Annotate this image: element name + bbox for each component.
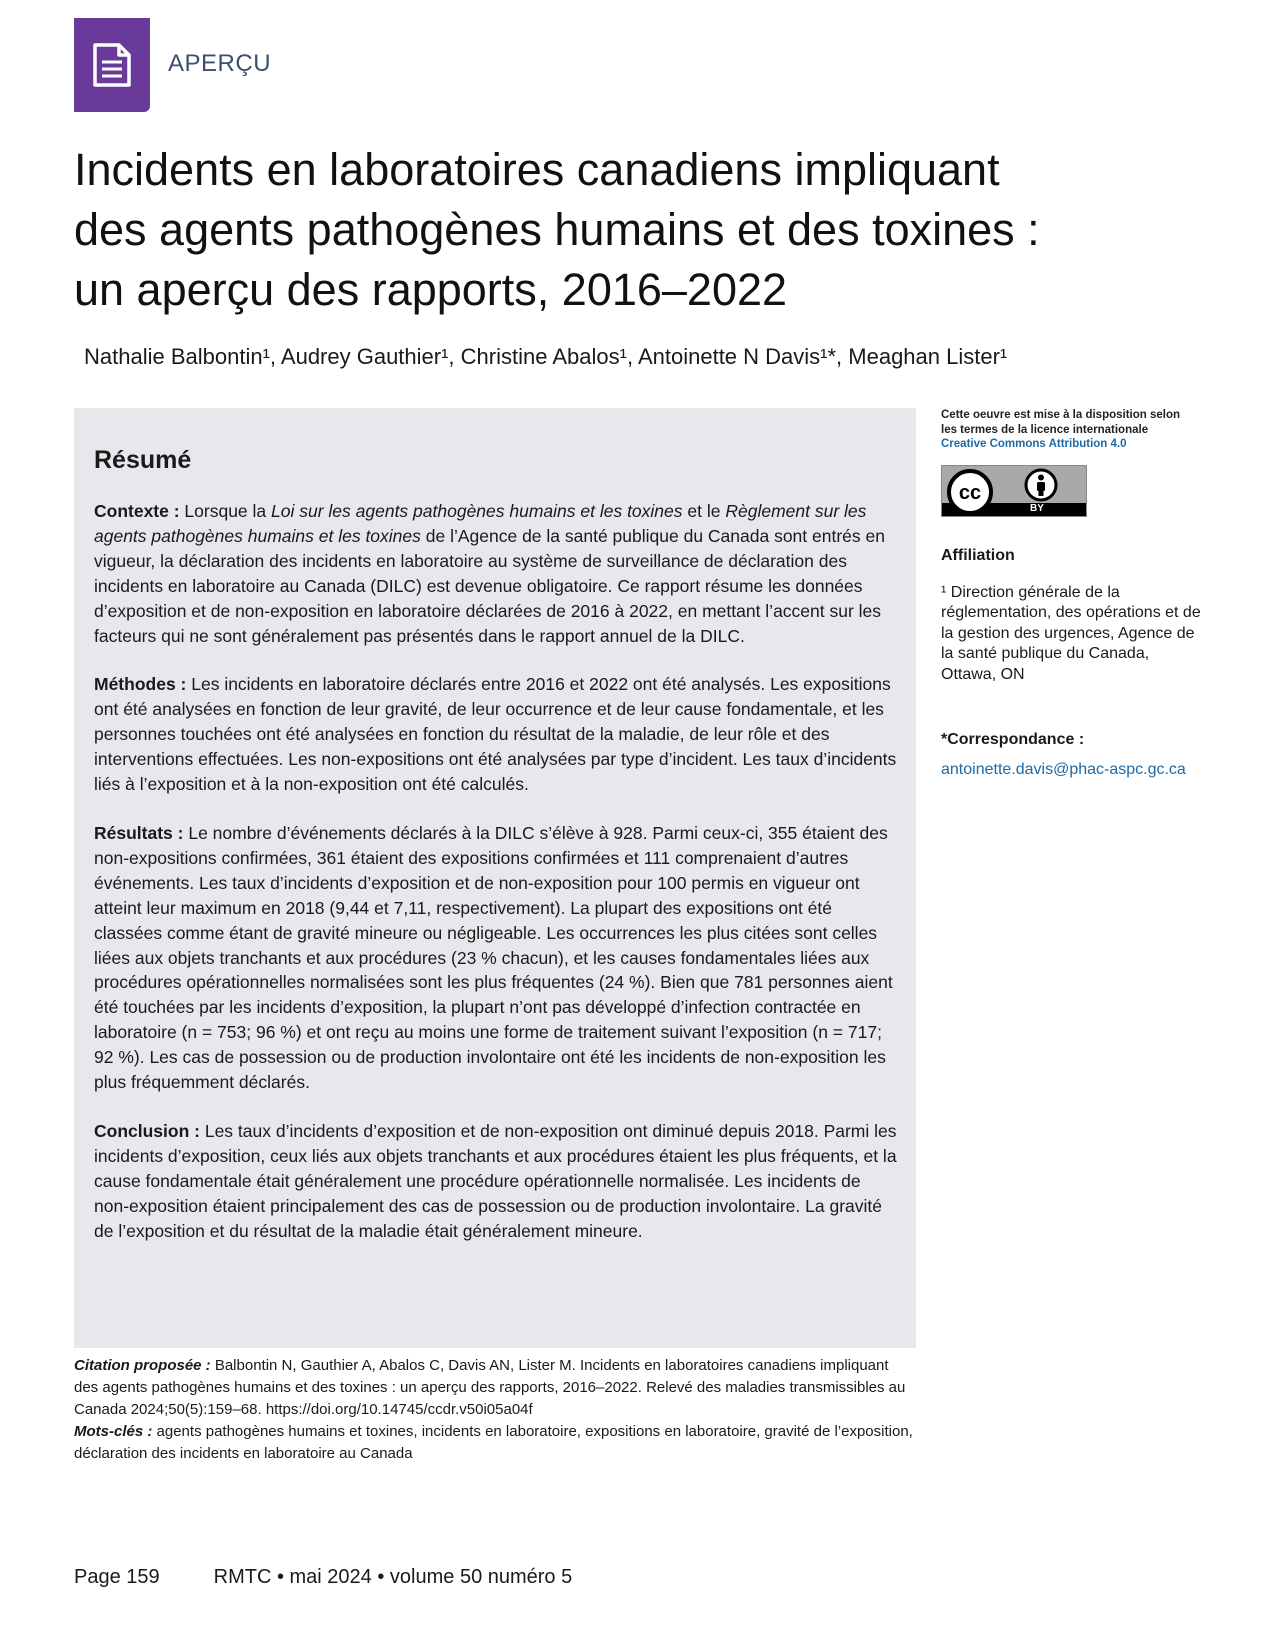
title-line: un aperçu des rapports, 2016–2022 <box>74 264 788 315</box>
creative-commons-icon <box>945 468 995 516</box>
correspondence-email[interactable]: antoinette.davis@phac-aspc.gc.ca <box>941 761 1186 778</box>
abstract-context <box>94 499 898 648</box>
cc-by-badge[interactable] <box>941 465 1087 517</box>
license-link[interactable]: Creative Commons Attribution 4.0 <box>941 438 1127 450</box>
citation-text: Balbontin N, Gauthier A, Abalos C, Davis AN, Lister M. Incidents en laboratoires canadiens impliquant des agents pathogènes humains et des toxines : un aperçu des rapports, 2016–2022. Relevé des maladies transmissibles au Canada 2024;50(5):159–68. https://doi.org/10.14745/ccdr.v50i05a04f <box>74 1357 906 1418</box>
affiliation-text: ¹ Direction générale de la réglementation, des opérations et de la gestion des urgences, Agence de la santé publique du Canada, Ottawa, ON <box>941 583 1201 683</box>
citation-label: Citation proposée : <box>74 1357 211 1374</box>
law-title: Loi sur les agents pathogènes humains et les toxines <box>271 501 683 521</box>
author-list: Nathalie Balbontin¹, Audrey Gauthier¹, Christine Abalos¹, Antoinette N Davis¹*, Meaghan Lister¹ <box>84 344 1008 369</box>
context-text: et le <box>682 501 726 521</box>
context-text: de l’Agence de la santé publique du Canada sont entrés en vigueur, la déclaration des incidents en laboratoire au système de surveillance de déclaration des incidents en laboratoire au Canada (DILC) est devenue obligatoire. Ce rapport résume les données d’exposition et de non-exposition en laboratoire déclarées de 2016 à 2022, en mettant l’accent sur les facteurs qui ne sont généralement pas présentés dans le rapport annuel de la DILC. <box>94 525 885 646</box>
cc-label: cc <box>958 481 982 504</box>
page-footer <box>74 1566 572 1589</box>
results-label: Résultats : <box>94 822 184 843</box>
abstract-heading: Résumé <box>94 446 192 474</box>
abstract-conclusion <box>94 1119 898 1244</box>
abstract-results <box>94 821 898 1095</box>
journal-info: RMTC • mai 2024 • volume 50 numéro 5 <box>213 1566 573 1588</box>
article-title <box>74 140 1224 320</box>
keywords <box>74 1421 914 1465</box>
license-line: Cette oeuvre est mise à la disposition selon <box>941 409 1181 421</box>
citation-block <box>74 1355 914 1465</box>
methods-text: Les incidents en laboratoire déclarés entre 2016 et 2022 ont été analysés. Les expositions ont été analysées en fonction de leur gravité, de leur occurrence et de leur cause fondamentale, et les personnes touchées ont été analysées en fonction du résultat de la maladie, de leur rôle et des interventions effectuées. Les non-expositions ont été analysées par type d’incident. Les taux d’incidents liés à l’exposition et à la non-exposition ont été calculés. <box>94 674 897 795</box>
affiliation-title: Affiliation <box>941 546 1015 564</box>
methods-label: Méthodes : <box>94 674 187 695</box>
sidebar <box>941 408 1211 779</box>
by-label: BY <box>1030 502 1044 514</box>
title-line: Incidents en laboratoires canadiens impliquant <box>74 144 1000 195</box>
context-label: Contexte : <box>94 501 180 521</box>
title-line: des agents pathogènes humains et des toxines : <box>74 204 1040 255</box>
regulation-title: Règlement sur les agents pathogènes humains et les toxines <box>94 501 867 546</box>
conclusion-text: Les taux d’incidents d’exposition et de non-exposition ont diminué depuis 2018. Parmi les incidents d’exposition, ceux liés aux objets tranchants et aux procédures étaient les plus fréquents, et la cause fondamentale était généralement une procédure opérationnelle normalisée. Les incidents de non-exposition étaient principalement des cas de possession ou de production involontaire. La gravité de l’exposition et du résultat de la maladie était généralement mineure. <box>94 1120 897 1241</box>
license-notice <box>941 408 1211 452</box>
page-number: Page 159 <box>74 1566 160 1588</box>
abstract-box <box>74 408 916 1348</box>
context-text: Lorsque la <box>179 501 272 521</box>
section-label: APERÇU <box>168 50 272 77</box>
conclusion-label: Conclusion : <box>94 1120 200 1141</box>
abstract-methods <box>94 672 898 797</box>
keywords-text: agents pathogènes humains et toxines, incidents en laboratoire, expositions en laboratoire, gravité de l’exposition, déclaration des incidents en laboratoire au Canada <box>74 1423 913 1462</box>
keywords-label: Mots-clés : <box>74 1423 153 1440</box>
attribution-icon <box>1024 468 1058 502</box>
document-icon <box>92 42 132 88</box>
section-badge <box>74 18 150 112</box>
results-text: Le nombre d’événements déclarés à la DILC s’élève à 928. Parmi ceux-ci, 355 étaient des non-expositions confirmées, 361 étaient des expositions confirmées et 111 comprenaient d’autres événements. Les taux d’incidents d’exposition et de non-exposition pour 100 permis en vigueur ont atteint leur maximum en 2018 (9,44 et 7,11, respectivement). La plupart des expositions ont été classées comme étant de gravité mineure ou négligeable. Les occurrences les plus citées sont celles liées aux objets tranchants et aux procédures (23 % chacun), et les causes fondamentales liées aux procédures opérationnelles normalisées sont les plus fréquentes (24 %). Bien que 781 personnes aient été touchées par les incidents d’exposition, la plupart n’ont pas développé d’infection contractée en laboratoire (n = 753; 96 %) et ont reçu au moins une forme de traitement suivant l’exposition (n = 717; 92 %). Les cas de possession ou de production involontaire ont été les incidents de non-exposition les plus fréquemment déclarés. <box>94 822 893 1093</box>
license-line: les termes de la licence internationale <box>941 423 1149 436</box>
suggested-citation <box>74 1355 914 1421</box>
correspondence-title: *Correspondance : <box>941 731 1085 748</box>
